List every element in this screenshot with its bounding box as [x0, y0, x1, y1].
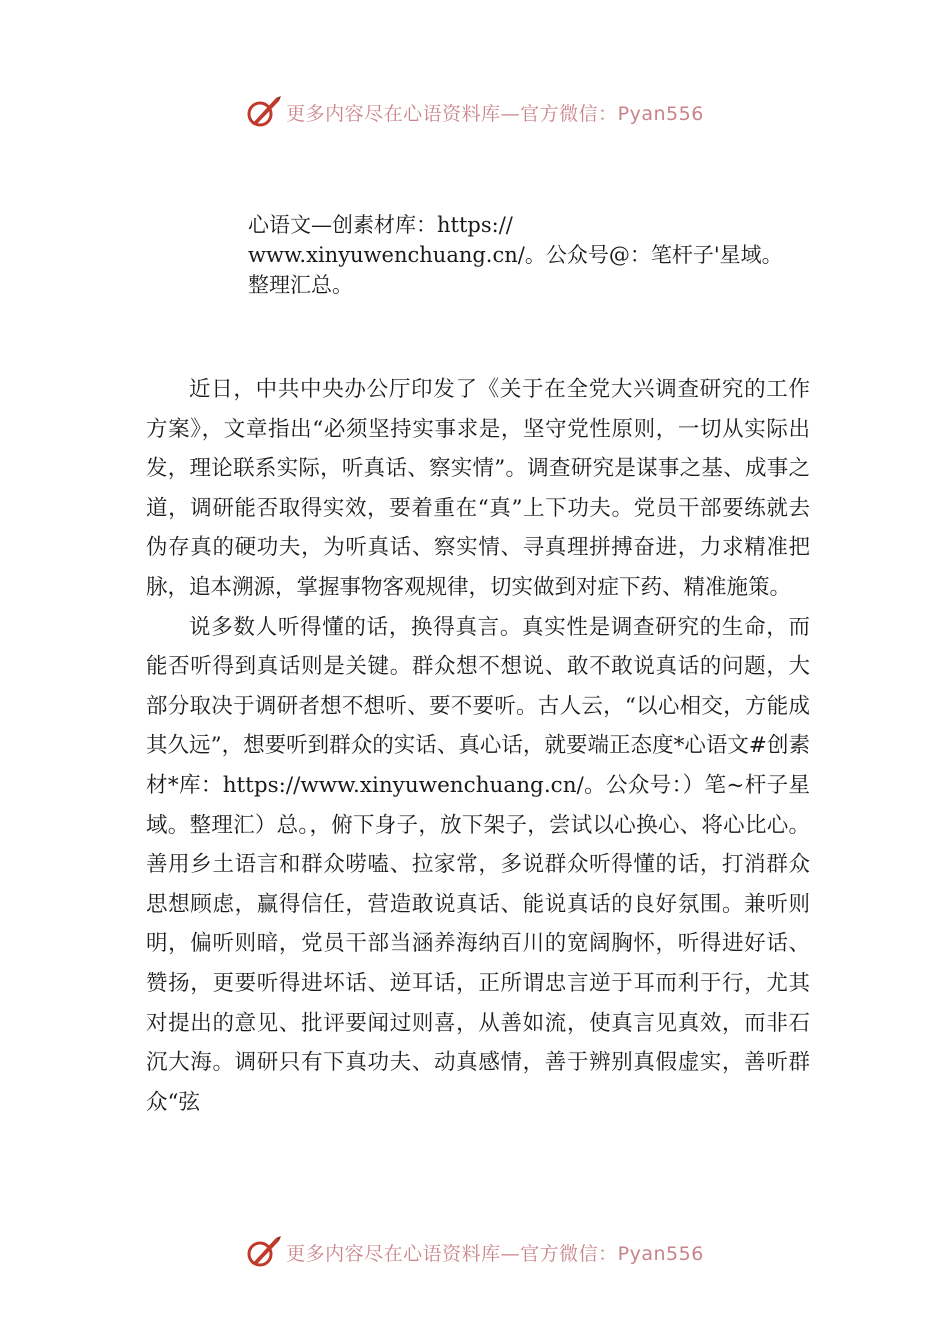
paragraph-2: 说多数人听得懂的话，换得真言。真实性是调查研究的生命，而能否听得到真话则是关键。群众想不想说、敢不敢说真话的问题，大部分取决于调研者想不想听、要不要听。古人云，“以心相交，方能成其久远”，想要听到群众的实话、真心话，就要端正态度*心语文#创素材*库：https://www.xinyuwenchuang.cn/。公众号：）笔~杆子星域。整理汇）总。，俯下身子，放下架子，尝试以心换心、将心比心。善用乡土语言和群众唠嗑、拉家常，多说群众听得懂的话，打消群众思想顾虑，赢得信任，营造敢说真话、能说真话的良好氛围。兼听则明，偏听则暗，党员干部当涵养海纳百川的宽阔胸怀，听得进好话、赞扬，更要听得进坏话、逆耳话，正所谓忠言逆于耳而利于行，尤其对提出的意见、批评要闻过则喜，从善如流，使真言见真效，而非石沉大海。调研只有下真功夫、动真感情，善于辨别真假虚实，善听群众“弦	[146, 614, 810, 1115]
quill-logo-icon	[246, 1234, 282, 1270]
banner-wechat-id: Pyan556	[617, 102, 704, 125]
banner-text: 更多内容尽在心语资料库—官方微信：Pyan556	[286, 102, 704, 125]
paragraph-1: 近日，中共中央办公厅印发了《关于在全党大兴调查研究的工作方案》，文章指出“必须坚持实事求是，坚守党性原则，一切从实际出发，理论联系实际，听真话、察实情”。调查研究是谋事之基、成事之道，调研能否取得实效，要着重在“真”上下功夫。党员干部要练就去伪存真的硬功夫，为听真话、察实情、寻真理拼搏奋进，力求精准把脉，追本溯源，掌握事物客观规律，切实做到对症下药、精准施策。	[146, 377, 810, 600]
footer-watermark-banner	[0, 1232, 950, 1272]
banner-wechat-id: Pyan556	[617, 1242, 704, 1265]
intro-note: 心语文—创素材库：https:// www.xinyuwenchuang.cn/。公众号@：笔杆子'星域。 整理汇总。	[248, 213, 783, 297]
article-body	[146, 370, 810, 1122]
header-watermark-banner	[0, 92, 950, 132]
quill-logo-icon	[246, 94, 282, 130]
banner-text: 更多内容尽在心语资料库—官方微信：Pyan556	[286, 1242, 704, 1265]
